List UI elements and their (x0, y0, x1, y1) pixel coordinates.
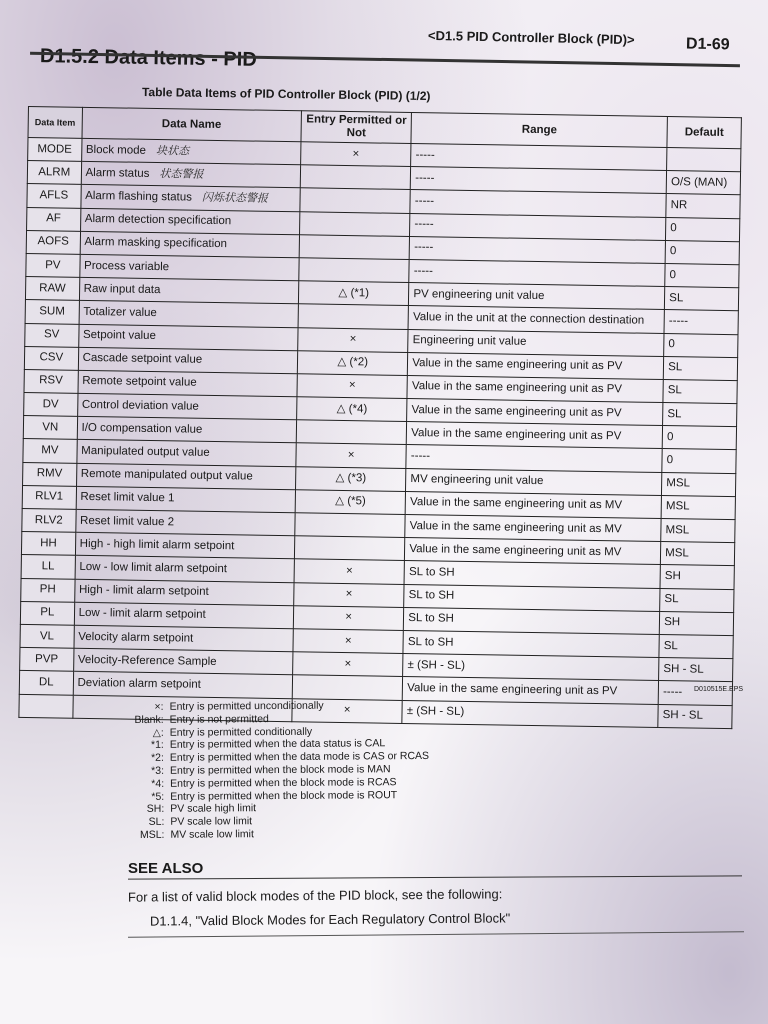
data-item-name (74, 625, 294, 652)
default-value-text: 0 (666, 430, 674, 444)
data-item-code-text: MODE (37, 142, 72, 156)
default-value (660, 565, 734, 589)
data-item-name-text: Reset limit value 1 (80, 491, 175, 505)
default-value (661, 518, 735, 542)
range-value-text: ----- (414, 241, 434, 254)
legend-key: *4: (151, 777, 165, 790)
range-value-text: Value in the unit at the connection destination (412, 310, 645, 327)
legend-text: Entry is permitted when the block mode is ROUT (170, 788, 398, 803)
range-value-text: SL to SH (408, 612, 454, 626)
default-value (662, 426, 736, 450)
range-value-text: ± (SH - SL) (407, 658, 466, 672)
data-item-name (73, 648, 293, 675)
entry-permitted (300, 211, 411, 236)
data-item-name-text: Alarm status (85, 167, 150, 181)
see-also-bottom-divider (128, 931, 744, 937)
data-item-name-text: High - high limit alarm setpoint (79, 537, 235, 553)
entry-permitted (293, 605, 404, 630)
default-value-text: SH - SL (663, 662, 704, 676)
data-item-name (78, 347, 298, 374)
data-item-code-text: CSV (39, 351, 64, 364)
entry-permitted-text: × (343, 704, 351, 717)
see-also-text: For a list of valid block modes of the PID block, see the following: (127, 886, 503, 905)
data-item-name (76, 440, 296, 467)
default-value-text: O/S (MAN) (670, 175, 728, 189)
data-item-code (23, 439, 77, 463)
see-also-title: SEE ALSO (128, 860, 204, 877)
legend-text: MV scale low limit (170, 828, 254, 841)
data-item-name (77, 393, 297, 420)
see-also-reference: D1.1.4, "Valid Block Modes for Each Regulatory Control Block" (149, 910, 511, 929)
default-value-text: MSL (665, 500, 690, 513)
default-value-text: SH - SL (662, 709, 704, 722)
legend-text: PV scale low limit (170, 815, 253, 828)
default-value (665, 287, 739, 311)
range-value-text: Value in the same engineering unit as PV (407, 681, 618, 698)
data-item-code (23, 462, 77, 486)
range-value-text: SL to SH (408, 566, 455, 579)
legend-key: *3: (151, 764, 165, 777)
data-item-name-text: Block mode (85, 144, 147, 157)
default-value-text: SL (664, 593, 679, 606)
data-item-name-text: Velocity alarm setpoint (78, 630, 194, 645)
default-value-text: SL (663, 639, 678, 652)
header-data-name: Data Name (82, 107, 302, 141)
entry-permitted (297, 374, 408, 399)
legend-text: Entry is permitted unconditionally (169, 699, 324, 713)
default-value-text: SL (667, 407, 682, 420)
data-item-code-text: DL (38, 676, 54, 689)
data-item-code-text: AOFS (37, 235, 69, 249)
entry-permitted-text: △ (*5) (335, 495, 366, 508)
default-value (659, 634, 733, 658)
data-item-name (80, 208, 300, 235)
legend-key: MSL: (139, 828, 165, 841)
data-item-name (75, 509, 295, 536)
section-reference: <D1.5 PID Controller Block (PID)> (427, 27, 635, 48)
entry-permitted-text: × (345, 611, 353, 624)
default-value-text: MSL (665, 546, 689, 560)
default-value (662, 472, 736, 496)
default-value-text: SL (669, 291, 684, 305)
data-item-name (81, 162, 301, 189)
data-item-code-text: DV (42, 397, 59, 411)
data-item-name (80, 231, 300, 258)
handwritten-note: 闪烁状态警报 (201, 191, 269, 206)
entry-permitted-text: × (345, 565, 353, 578)
default-value-text: NR (670, 199, 688, 212)
default-value (659, 658, 733, 682)
entry-permitted (299, 258, 410, 283)
data-item-code-text: RMV (36, 467, 63, 480)
data-item-name (73, 672, 293, 699)
default-value (663, 356, 737, 380)
legend-key: △: (152, 726, 164, 739)
data-item-name-text: Remote setpoint value (82, 375, 197, 390)
data-item-code-text: SUM (39, 305, 65, 318)
data-item-name (79, 277, 299, 304)
entry-permitted (297, 397, 408, 422)
data-item-code (21, 532, 75, 556)
legend-text: PV scale high limit (170, 802, 257, 816)
legend (130, 699, 430, 842)
default-value-text: 0 (670, 222, 677, 235)
legend-item (130, 789, 429, 804)
data-item-code (27, 184, 81, 208)
legend-key: *2: (151, 751, 164, 765)
data-item-name (77, 417, 297, 444)
data-item-code-text: AFLS (39, 189, 69, 202)
data-item-code (26, 253, 80, 277)
range-value-text: PV engineering unit value (413, 287, 545, 302)
data-item-code (24, 393, 78, 417)
entry-permitted-text: × (344, 657, 352, 670)
data-item-name (76, 486, 296, 513)
legend-key: Blank: (134, 713, 164, 726)
default-value (666, 194, 740, 218)
entry-permitted (294, 582, 405, 607)
data-item-name-text: Raw input data (83, 282, 161, 296)
data-item-name (74, 602, 294, 629)
entry-permitted (300, 188, 411, 213)
range-value-text: ----- (410, 450, 431, 463)
data-item-code (19, 671, 73, 695)
header-default: Default (667, 117, 741, 149)
default-value (660, 588, 734, 612)
data-item-code (26, 230, 80, 254)
range-value-text: MV engineering unit value (410, 473, 544, 488)
default-value-text: 0 (666, 454, 674, 467)
default-value (665, 240, 739, 264)
data-item-code (20, 648, 74, 672)
default-value (665, 263, 739, 287)
entry-permitted-text: × (344, 634, 352, 647)
range-value-text: Value in the same engineering unit as MV (409, 542, 622, 559)
data-item-code (25, 277, 79, 301)
entry-permitted (294, 559, 405, 584)
header-data-item: Data Item (28, 107, 82, 139)
default-value (663, 403, 737, 427)
data-item-name (76, 463, 296, 490)
range-value (402, 700, 658, 727)
entry-permitted (295, 490, 406, 515)
data-item-code-text: LL (41, 560, 55, 573)
default-value (661, 495, 735, 519)
entry-permitted-text: × (345, 588, 353, 601)
data-item-name-text: Process variable (84, 259, 170, 273)
data-items-table (18, 106, 742, 729)
legend-text: Entry is permitted when the block mode is RCAS (170, 775, 397, 790)
legend-text: Entry is permitted when the data status is CAL (169, 737, 386, 752)
default-value (664, 310, 738, 334)
default-value-text: SH (664, 570, 681, 583)
range-value-text: ----- (413, 264, 433, 277)
default-value-text: ----- (668, 314, 689, 328)
see-also-divider (128, 875, 742, 879)
entry-permitted-text: × (347, 449, 355, 462)
data-item-code (23, 416, 77, 440)
data-item-name (80, 185, 300, 212)
data-item-code (25, 300, 79, 324)
data-item-name (78, 370, 298, 397)
data-item-name-text: Manipulated output value (81, 444, 210, 459)
handwritten-note: 状态警报 (159, 167, 204, 182)
range-value-text: ----- (415, 148, 435, 161)
data-item-code (24, 369, 78, 393)
data-item-name (81, 138, 301, 165)
data-item-name-text: Cascade setpoint value (82, 352, 203, 367)
data-item-name-text: Alarm flashing status (85, 190, 193, 205)
entry-permitted (294, 536, 405, 561)
entry-permitted (296, 466, 407, 491)
range-value-text: Value in the same engineering unit as PV (411, 426, 622, 443)
data-item-name-text: Totalizer value (83, 305, 157, 319)
data-item-code (25, 323, 79, 347)
entry-permitted (295, 513, 406, 538)
legend-key: *1: (150, 739, 164, 752)
entry-permitted (293, 652, 404, 677)
data-item-code-text: PH (39, 583, 56, 596)
data-item-code (20, 624, 74, 648)
data-item-name-text: Alarm masking specification (84, 236, 228, 251)
data-item-code (27, 207, 81, 231)
data-item-code (19, 694, 73, 718)
data-item-name (78, 324, 298, 351)
range-value-text: Value in the same engineering unit as PV (412, 357, 623, 373)
data-item-name (79, 301, 299, 328)
data-item-name-text: I/O compensation value (81, 421, 203, 436)
entry-permitted-text: △ (*3) (335, 472, 367, 485)
default-value (659, 611, 733, 635)
data-item-code (27, 161, 81, 185)
data-item-name-text: Alarm detection specification (84, 213, 232, 228)
entry-permitted (297, 350, 408, 375)
data-item-code (24, 346, 78, 370)
entry-permitted-text: △ (*4) (336, 402, 368, 416)
entry-permitted-text: × (348, 379, 356, 392)
legend-text: Entry is not permitted (169, 712, 269, 726)
default-value-text: SL (667, 384, 682, 397)
data-item-code-text: RLV1 (35, 490, 64, 504)
data-item-name (79, 254, 299, 281)
legend-text: Entry is permitted conditionally (169, 725, 313, 739)
entry-permitted-text: × (352, 147, 360, 160)
default-value-text: ----- (662, 685, 683, 699)
legend-text: Entry is permitted when the block mode is MAN (169, 763, 391, 777)
data-item-code-text: RLV2 (34, 513, 63, 527)
legend-key: SH: (146, 803, 165, 816)
data-item-code-text: VN (42, 421, 59, 434)
range-value-text: SL to SH (407, 635, 454, 649)
data-item-code (21, 555, 75, 579)
entry-permitted (298, 304, 409, 329)
legend-key: SL: (148, 815, 165, 829)
range-value-text: ----- (414, 195, 435, 208)
default-value-text: 0 (669, 245, 677, 258)
figure-id: D010515E.EPS (694, 686, 744, 693)
range-value-text: ----- (414, 218, 434, 231)
data-item-name-text: Low - low limit alarm setpoint (79, 560, 228, 576)
range-value-text: Value in the same engineering unit as PV (411, 380, 623, 396)
data-item-name-text: Setpoint value (82, 328, 156, 343)
data-item-name (74, 579, 294, 606)
default-value-text: MSL (665, 523, 690, 537)
data-item-code-text: PL (40, 606, 55, 619)
entry-permitted (298, 327, 409, 352)
legend-text: Entry is permitted when the data mode is CAS or RCAS (169, 750, 430, 764)
entry-permitted (299, 235, 410, 260)
data-item-code-text: AF (46, 212, 61, 225)
handwritten-note: 块状态 (155, 144, 190, 158)
range-value-text: Value in the same engineering unit as MV (409, 519, 622, 535)
entry-permitted (300, 165, 411, 190)
entry-permitted (296, 443, 407, 468)
default-value (666, 217, 740, 241)
range-value-text: ----- (415, 171, 435, 185)
default-value (663, 379, 737, 403)
data-item-name-text: Velocity-Reference Sample (77, 653, 217, 668)
table-caption: Table Data Items of PID Controller Block (PID) (1/2) (141, 84, 431, 104)
range-value-text: SL to SH (408, 589, 455, 602)
legend-key: *5: (151, 790, 165, 803)
data-item-name-text: Reset limit value 2 (79, 514, 175, 528)
data-item-code (20, 601, 74, 625)
data-item-name (75, 556, 295, 583)
entry-permitted-text: △ (*2) (337, 356, 369, 369)
data-item-code (28, 138, 82, 162)
data-item-code-text: ALRM (38, 165, 71, 179)
data-item-code-text: SV (43, 328, 60, 341)
entry-permitted (292, 675, 403, 700)
data-item-name-text: Remote manipulated output value (80, 468, 253, 483)
entry-permitted-text: × (349, 333, 357, 346)
section-title: D1.5.2 Data Items - PID (39, 45, 257, 71)
data-item-name (75, 532, 295, 559)
legend-item (130, 827, 429, 842)
default-value (658, 704, 732, 728)
default-value-text: MSL (666, 477, 691, 490)
data-item-code-text: RAW (39, 281, 66, 295)
data-item-code-text: MV (41, 444, 59, 457)
entry-permitted (296, 420, 407, 445)
range-value-text: Value in the same engineering unit as MV (410, 496, 623, 512)
default-value (667, 148, 741, 172)
data-item-name-text: Low - limit alarm setpoint (78, 607, 206, 622)
data-item-code-text: PV (45, 258, 61, 272)
range-value-text: ± (SH - SL) (406, 705, 465, 719)
entry-permitted-text: △ (*1) (338, 286, 370, 300)
default-value (662, 449, 736, 473)
data-item-name-text: Deviation alarm setpoint (77, 676, 201, 691)
header-entry-permitted: Entry Permitted or Not (301, 111, 412, 144)
entry-permitted (298, 281, 409, 306)
data-item-code-text: VL (39, 629, 55, 643)
default-value-text: 0 (668, 338, 675, 351)
data-item-name-text: High - limit alarm setpoint (78, 584, 209, 599)
range-value-text: Engineering unit value (412, 334, 527, 348)
data-items-table-container (18, 106, 744, 729)
data-item-code-text: HH (40, 537, 57, 550)
data-item-code (21, 578, 75, 602)
data-item-code-text: PVP (35, 652, 59, 666)
data-item-code (22, 485, 76, 509)
range-value-text: Value in the same engineering unit as PV (411, 403, 622, 420)
entry-permitted (293, 629, 404, 654)
entry-permitted (301, 142, 412, 167)
default-value-text: SL (668, 361, 683, 374)
data-item-code-text: RSV (39, 374, 63, 388)
default-value (666, 171, 740, 195)
page-number: D1-69 (685, 35, 730, 54)
default-value-text: 0 (669, 268, 677, 281)
data-item-name-text: Control deviation value (81, 398, 199, 413)
default-value (661, 542, 735, 566)
default-value (664, 333, 738, 357)
header-range: Range (411, 113, 667, 148)
data-item-code (22, 508, 76, 532)
default-value-text: SH (664, 616, 681, 629)
legend-key: ×: (154, 700, 164, 713)
